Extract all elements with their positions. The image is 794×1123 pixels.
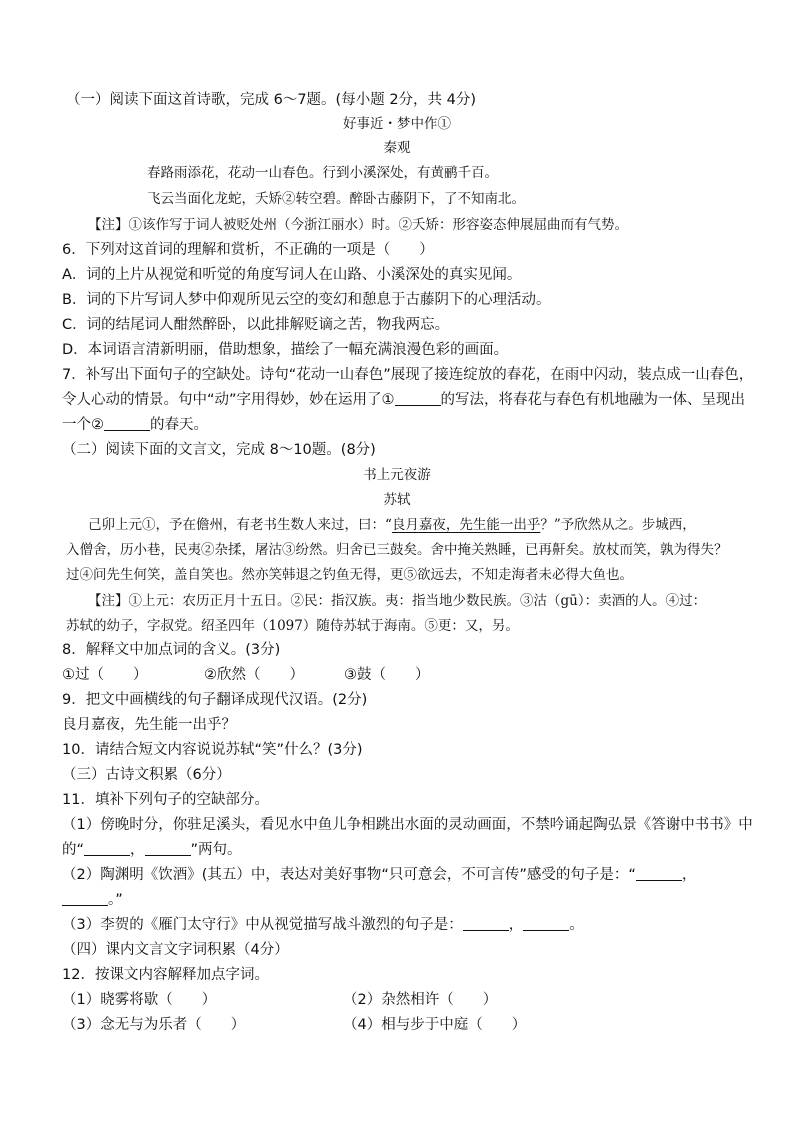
q7-line-1: 7．补写出下面句子的空缺处。诗句“花动一山春色”展现了接连绽放的春花，在雨中闪动，装点成一山春色， [62, 367, 754, 383]
q7-blank-1[interactable] [395, 391, 441, 406]
essay-note-line-1: 【注】①上元：农历正月十五日。②民：指汉族。夷：指当地少数民族。③沽（gū）：卖酒的人。④过： [88, 593, 707, 609]
essay-para-line-2: 入僧舍，历小巷，民夷②杂揉，屠沽③纷然。归舍已三鼓矣。舍中掩关熟睡，已再鼾矣。放杖而笑，孰为得失？ [66, 542, 728, 558]
q8-item-1: ①过（ ） [62, 667, 148, 683]
q11-stem: 11．填补下列句子的空缺部分。 [62, 792, 269, 808]
q9-stem: 9．把文中画横线的句子翻译成现代汉语。(2分) [62, 692, 368, 708]
q11-item-3: （3）李贺的《雁门太守行》中从视觉描写战斗激烈的句子是： ， 。 [62, 917, 584, 933]
section3-header: （三）古诗文积累（6分） [62, 767, 231, 783]
poem-line-2: 飞云当面化龙蛇，夭矫②转空碧。醉卧古藤阴下，了不知南北。 [147, 191, 525, 207]
essay-para-line-1: 己卯上元①，予在儋州，有老书生数人来过，曰：“良月嘉夜，先生能一出乎？”予欣然从之。步城西， [88, 517, 696, 533]
q11-item-1-line-2: 的“ ， ”两句。 [62, 842, 242, 858]
q7-line-2: 令人心动的情景。句中“动”字用得妙，妙在运用了① 的写法，将春花与春色有机地融为一体、呈现出 [62, 392, 746, 408]
section1-header: （一）阅读下面这首诗歌，完成 6～7题。(每小题 2分，共 4分) [66, 92, 477, 108]
essay-author: 苏轼 [383, 492, 411, 508]
q11-blank-5[interactable] [463, 916, 509, 931]
poem-title: 好事近・梦中作① [343, 116, 451, 132]
q11-blank-1[interactable] [84, 841, 130, 856]
q6-stem: 6．下列对这首词的理解和赏析，不正确的一项是（ ） [62, 242, 434, 258]
q11-blank-3[interactable] [636, 866, 682, 881]
q6-option-a: A．词的上片从视觉和听觉的角度写词人在山路、小溪深处的真实见闻。 [62, 267, 522, 283]
q6-option-c: C．词的结尾词人酣然醉卧，以此排解贬谪之苦，物我两忘。 [62, 317, 450, 333]
q7-blank-2[interactable] [104, 416, 150, 431]
poem-author: 秦观 [383, 140, 411, 156]
q11-item-2-line-2: 。” [62, 889, 123, 911]
q8-stem: 8．解释文中加点词的含义。(3分) [62, 642, 281, 658]
section4-header: （四）课内文言文字词积累（4分） [62, 942, 289, 958]
q11-blank-6[interactable] [523, 916, 569, 931]
poem-line-1: 春路雨添花，花动一山春色。行到小溪深处，有黄鹂千百。 [147, 165, 498, 181]
q6-option-d: D．本词语言清新明丽，借助想象，描绘了一幅充满浪漫色彩的画面。 [62, 342, 509, 358]
underlined-sentence: 良月嘉夜，先生能一出乎 [391, 517, 541, 533]
q12-item-3: （3）念无与为乐者（ ） [62, 1017, 246, 1033]
q8-item-3: ③鼓（ ） [344, 667, 430, 683]
q12-stem: 12．按课文内容解释加点字词。 [62, 967, 269, 983]
q11-item-1-line-1: （1）傍晚时分，你驻足溪头，看见水中鱼儿争相跳出水面的灵动画面，不禁吟诵起陶弘景《答谢中书书》中 [62, 817, 753, 833]
q11-blank-2[interactable] [145, 841, 191, 856]
section2-header: （二）阅读下面的文言文，完成 8～10题。(8分) [62, 442, 376, 458]
q11-item-2-line-1: （2）陶渊明《饮酒》(其五）中，表达对美好事物“只可意会，不可言传”感受的句子是：“ ， [62, 867, 697, 883]
q8-item-2: ②欣然（ ） [204, 667, 304, 683]
q9-sentence: 良月嘉夜，先生能一出乎？ [62, 717, 236, 733]
q12-item-4: （4）相与步于中庭（ ） [343, 1017, 527, 1033]
q12-item-2: （2）杂然相许（ ） [343, 992, 498, 1008]
essay-note-line-2: 苏轼的幼子，字叔党。绍圣四年（1097）随侍苏轼于海南。⑤更：又，另。 [66, 618, 519, 634]
q11-blank-4[interactable] [62, 891, 108, 906]
q10-stem: 10．请结合短文内容说说苏轼“笑”什么？(3分) [62, 742, 363, 758]
poem-note: 【注】①该作写于词人被贬处州（今浙江丽水）时。②夭矫：形容姿态伸展屈曲而有气势。 [88, 217, 628, 233]
q7-line-3: 一个② 的春天。 [62, 417, 208, 433]
q6-option-b: B．词的下片写词人梦中仰观所见云空的变幻和憩息于古藤阴下的心理活动。 [62, 292, 551, 308]
essay-para-line-3: 过④问先生何笑，盖自笑也。然亦笑韩退之钓鱼无得，更⑤欲远去，不知走海者未必得大鱼也。 [66, 567, 633, 583]
q12-item-1: （1）晓雾将歇（ ） [62, 992, 217, 1008]
essay-title: 书上元夜游 [363, 467, 431, 483]
